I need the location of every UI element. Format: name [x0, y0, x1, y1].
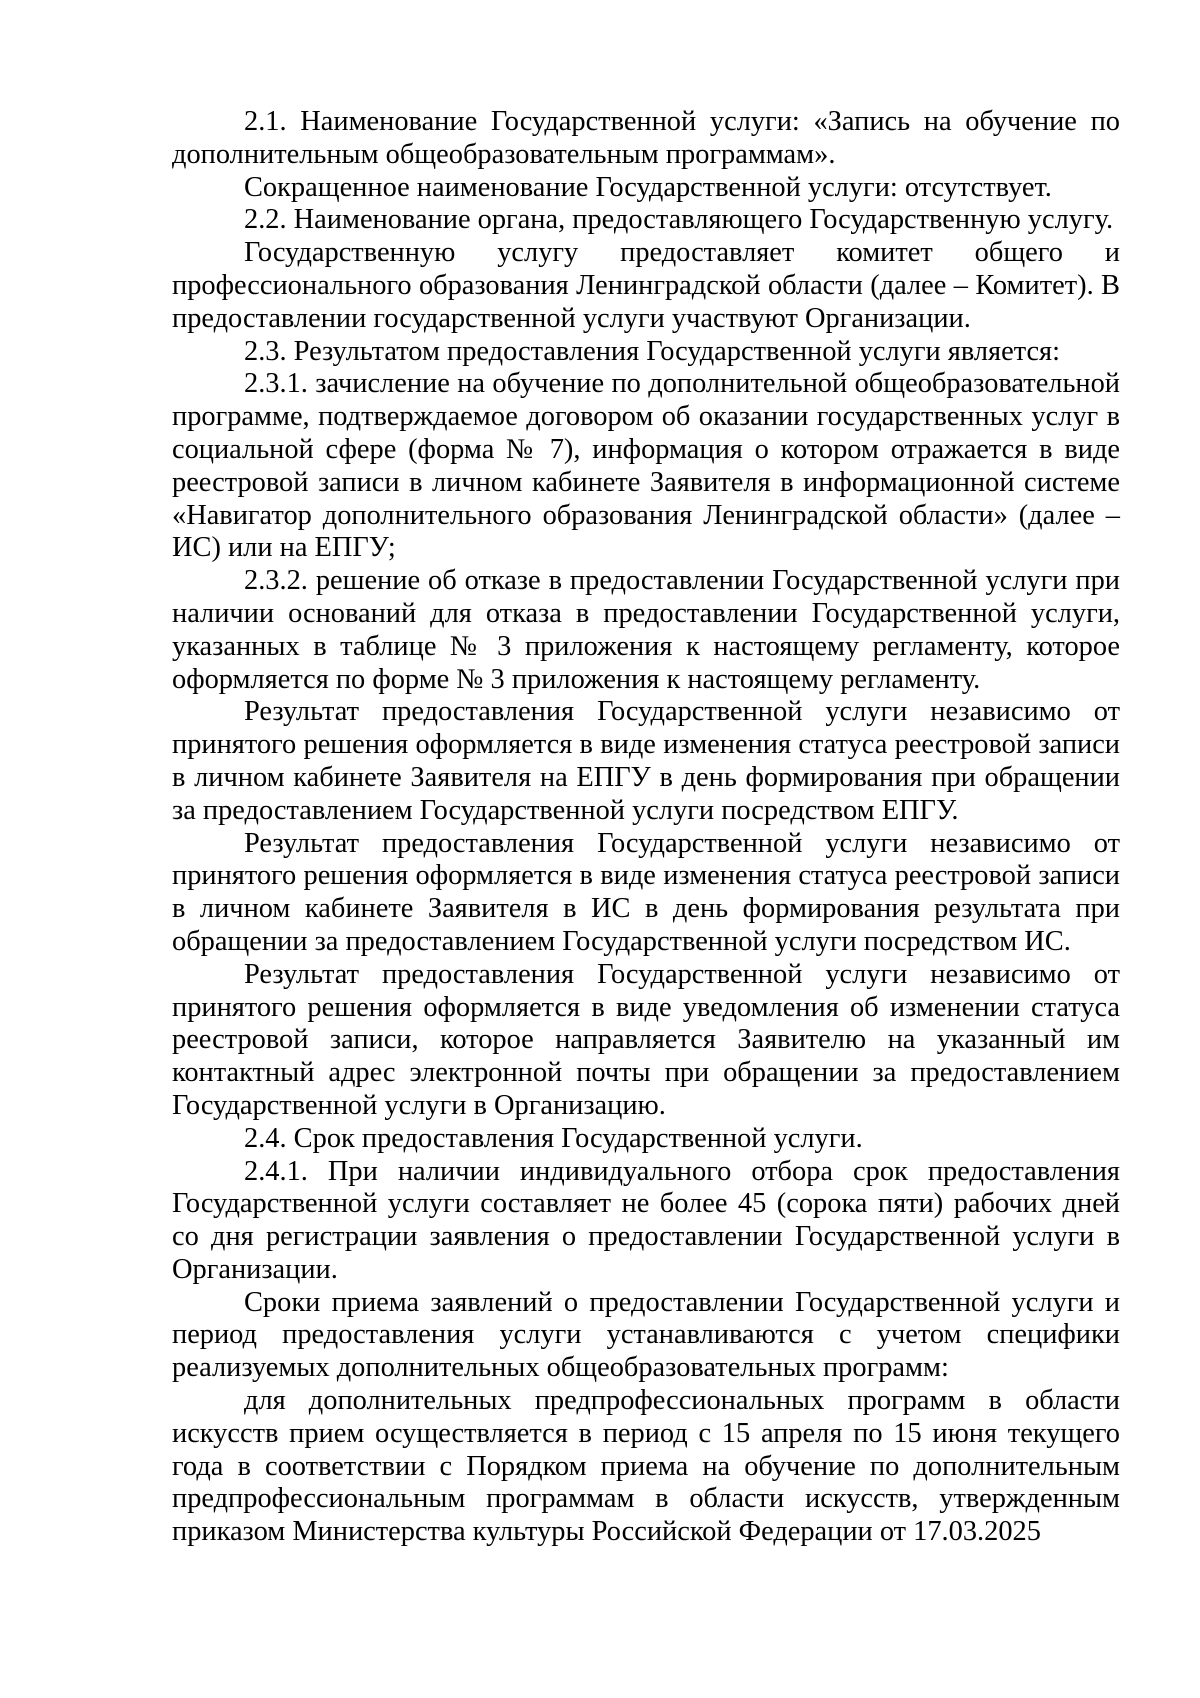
- paragraph-2-3-1: 2.3.1. зачисление на обучение по дополнительной общеобразовательной программе, подтверждаемое договором об оказании государственных услуг в социальной сфере (форма № 7), информация о котором отражается в виде реестровой записи в личном кабинете Заявителя в информационной системе «Навигатор дополнительного образования Ленинградской области» (далее – ИС) или на ЕПГУ;: [172, 368, 1120, 564]
- paragraph-deadlines: Сроки приема заявлений о предоставлении Государственной услуги и период предоставления услуги устанавливаются с учетом специфики реализуемых дополнительных общеобразовательных программ:: [172, 1286, 1120, 1384]
- paragraph-result-epgu: Результат предоставления Государственной услуги независимо от принятого решения оформляется в виде изменения статуса реестровой записи в личном кабинете Заявителя на ЕПГУ в день формирования при обращении за предоставлением Государственной услуги посредством ЕПГУ.: [172, 696, 1120, 826]
- paragraph-arts-programs: для дополнительных предпрофессиональных программ в области искусств прием осуществляется в период с 15 апреля по 15 июня текущего года в соответствии с Порядком приема на обучение по дополнительным предпрофессиональным программам в области искусств, утвержденным приказом Министерства культуры Российской Федерации от 17.03.2025: [172, 1385, 1120, 1548]
- paragraph-result-is: Результат предоставления Государственной услуги независимо от принятого решения оформляется в виде изменения статуса реестровой записи в личном кабинете Заявителя в ИС в день формирования результата при обращении за предоставлением Государственной услуги посредством ИС.: [172, 827, 1120, 957]
- paragraph-2-4: 2.4. Срок предоставления Государственной услуги.: [244, 1122, 863, 1154]
- paragraph-2-2: 2.2. Наименование органа, предоставляющего Государственную услугу.: [244, 204, 1114, 236]
- paragraph-2-1: 2.1. Наименование Государственной услуги: «Запись на обучение по дополнительным общеобразовательным программам».: [172, 106, 1120, 170]
- document-page: [172, 106, 1120, 1549]
- paragraph-2-3: 2.3. Результатом предоставления Государственной услуги является:: [244, 335, 1061, 367]
- paragraph-2-4-1: 2.4.1. При наличии индивидуального отбора срок предоставления Государственной услуги составляет не более 45 (сорока пяти) рабочих дней со дня регистрации заявления о предоставлении Государственной услуги в Организации.: [172, 1155, 1120, 1285]
- paragraph-short-name: Сокращенное наименование Государственной услуги: отсутствует.: [244, 171, 1052, 203]
- paragraph-result-organization: Результат предоставления Государственной услуги независимо от принятого решения оформляется в виде уведомления об изменении статуса реестровой записи, которое направляется Заявителю на указанный им контактный адрес электронной почты при обращении за предоставлением Государственной услуги в Организацию.: [172, 958, 1120, 1121]
- paragraph-provider: Государственную услугу предоставляет комитет общего и профессионального образования Ленинградской области (далее – Комитет). В предоставлении государственной услуги участвуют Организации.: [172, 237, 1120, 334]
- paragraph-2-3-2: 2.3.2. решение об отказе в предоставлении Государственной услуги при наличии оснований для отказа в предоставлении Государственной услуги, указанных в таблице № 3 приложения к настоящему регламенту, которое оформляется по форме № 3 приложения к настоящему регламенту.: [172, 565, 1120, 695]
